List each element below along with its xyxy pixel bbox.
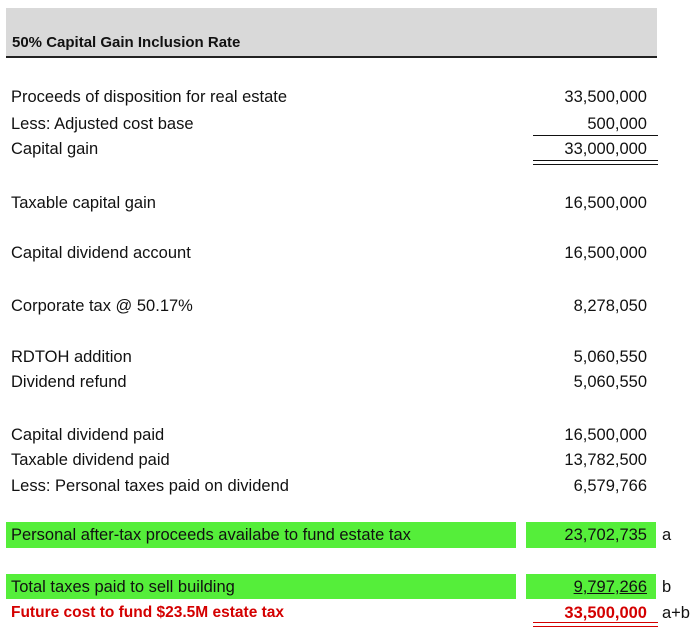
section-header <box>6 8 657 58</box>
row-value: 6,579,766 <box>573 477 647 495</box>
row-value: 33,500,000 <box>564 604 647 622</box>
row-value: 500,000 <box>587 115 647 133</box>
row-capital-gain <box>0 137 697 161</box>
row-corp-tax <box>0 294 697 318</box>
row-suffix: a+b <box>662 604 690 622</box>
row-acb <box>0 112 697 136</box>
row-personal-taxes <box>0 474 697 498</box>
row-label: Future cost to fund $23.5M estate tax <box>11 604 285 621</box>
row-taxable-gain <box>0 191 697 215</box>
row-label: Less: Adjusted cost base <box>11 115 194 133</box>
row-after-tax-proceeds <box>0 523 697 547</box>
row-value: 16,500,000 <box>564 194 647 212</box>
section-title: 50% Capital Gain Inclusion Rate <box>12 34 241 51</box>
row-label: Proceeds of disposition for real estate <box>11 88 288 106</box>
row-value: 33,000,000 <box>564 140 647 158</box>
row-label: Capital dividend paid <box>11 426 165 444</box>
row-label: Taxable capital gain <box>11 194 156 212</box>
row-capital-dividend <box>0 423 697 447</box>
row-proceeds <box>0 85 697 109</box>
row-value: 8,278,050 <box>573 297 647 315</box>
row-value: 5,060,550 <box>573 348 647 366</box>
row-value: 33,500,000 <box>564 88 647 106</box>
row-label: Dividend refund <box>11 373 127 391</box>
row-label: Less: Personal taxes paid on dividend <box>11 477 289 495</box>
row-label: RDTOH addition <box>11 348 132 366</box>
total-double-rule <box>533 160 658 165</box>
row-label: Personal after-tax proceeds availabe to fund estate tax <box>11 526 411 544</box>
row-value: 13,782,500 <box>564 451 647 469</box>
row-rdtoh <box>0 345 697 369</box>
row-label: Total taxes paid to sell building <box>11 578 235 596</box>
row-label: Capital dividend account <box>11 244 191 262</box>
row-suffix: a <box>662 526 672 544</box>
subtotal-rule <box>533 135 658 136</box>
row-value: 16,500,000 <box>564 244 647 262</box>
row-label: Taxable dividend paid <box>11 451 170 469</box>
row-dividend-refund <box>0 370 697 394</box>
row-value: 23,702,735 <box>564 526 647 544</box>
row-value: 5,060,550 <box>573 373 647 391</box>
row-suffix: b <box>662 578 672 596</box>
row-value: 9,797,266 <box>573 578 647 596</box>
row-taxable-dividend <box>0 448 697 472</box>
row-label: Corporate tax @ 50.17% <box>11 297 193 315</box>
row-value: 16,500,000 <box>564 426 647 444</box>
row-label: Capital gain <box>11 140 99 158</box>
row-cda <box>0 241 697 265</box>
future-cost-double-rule <box>533 622 658 627</box>
row-total-taxes <box>0 575 697 599</box>
